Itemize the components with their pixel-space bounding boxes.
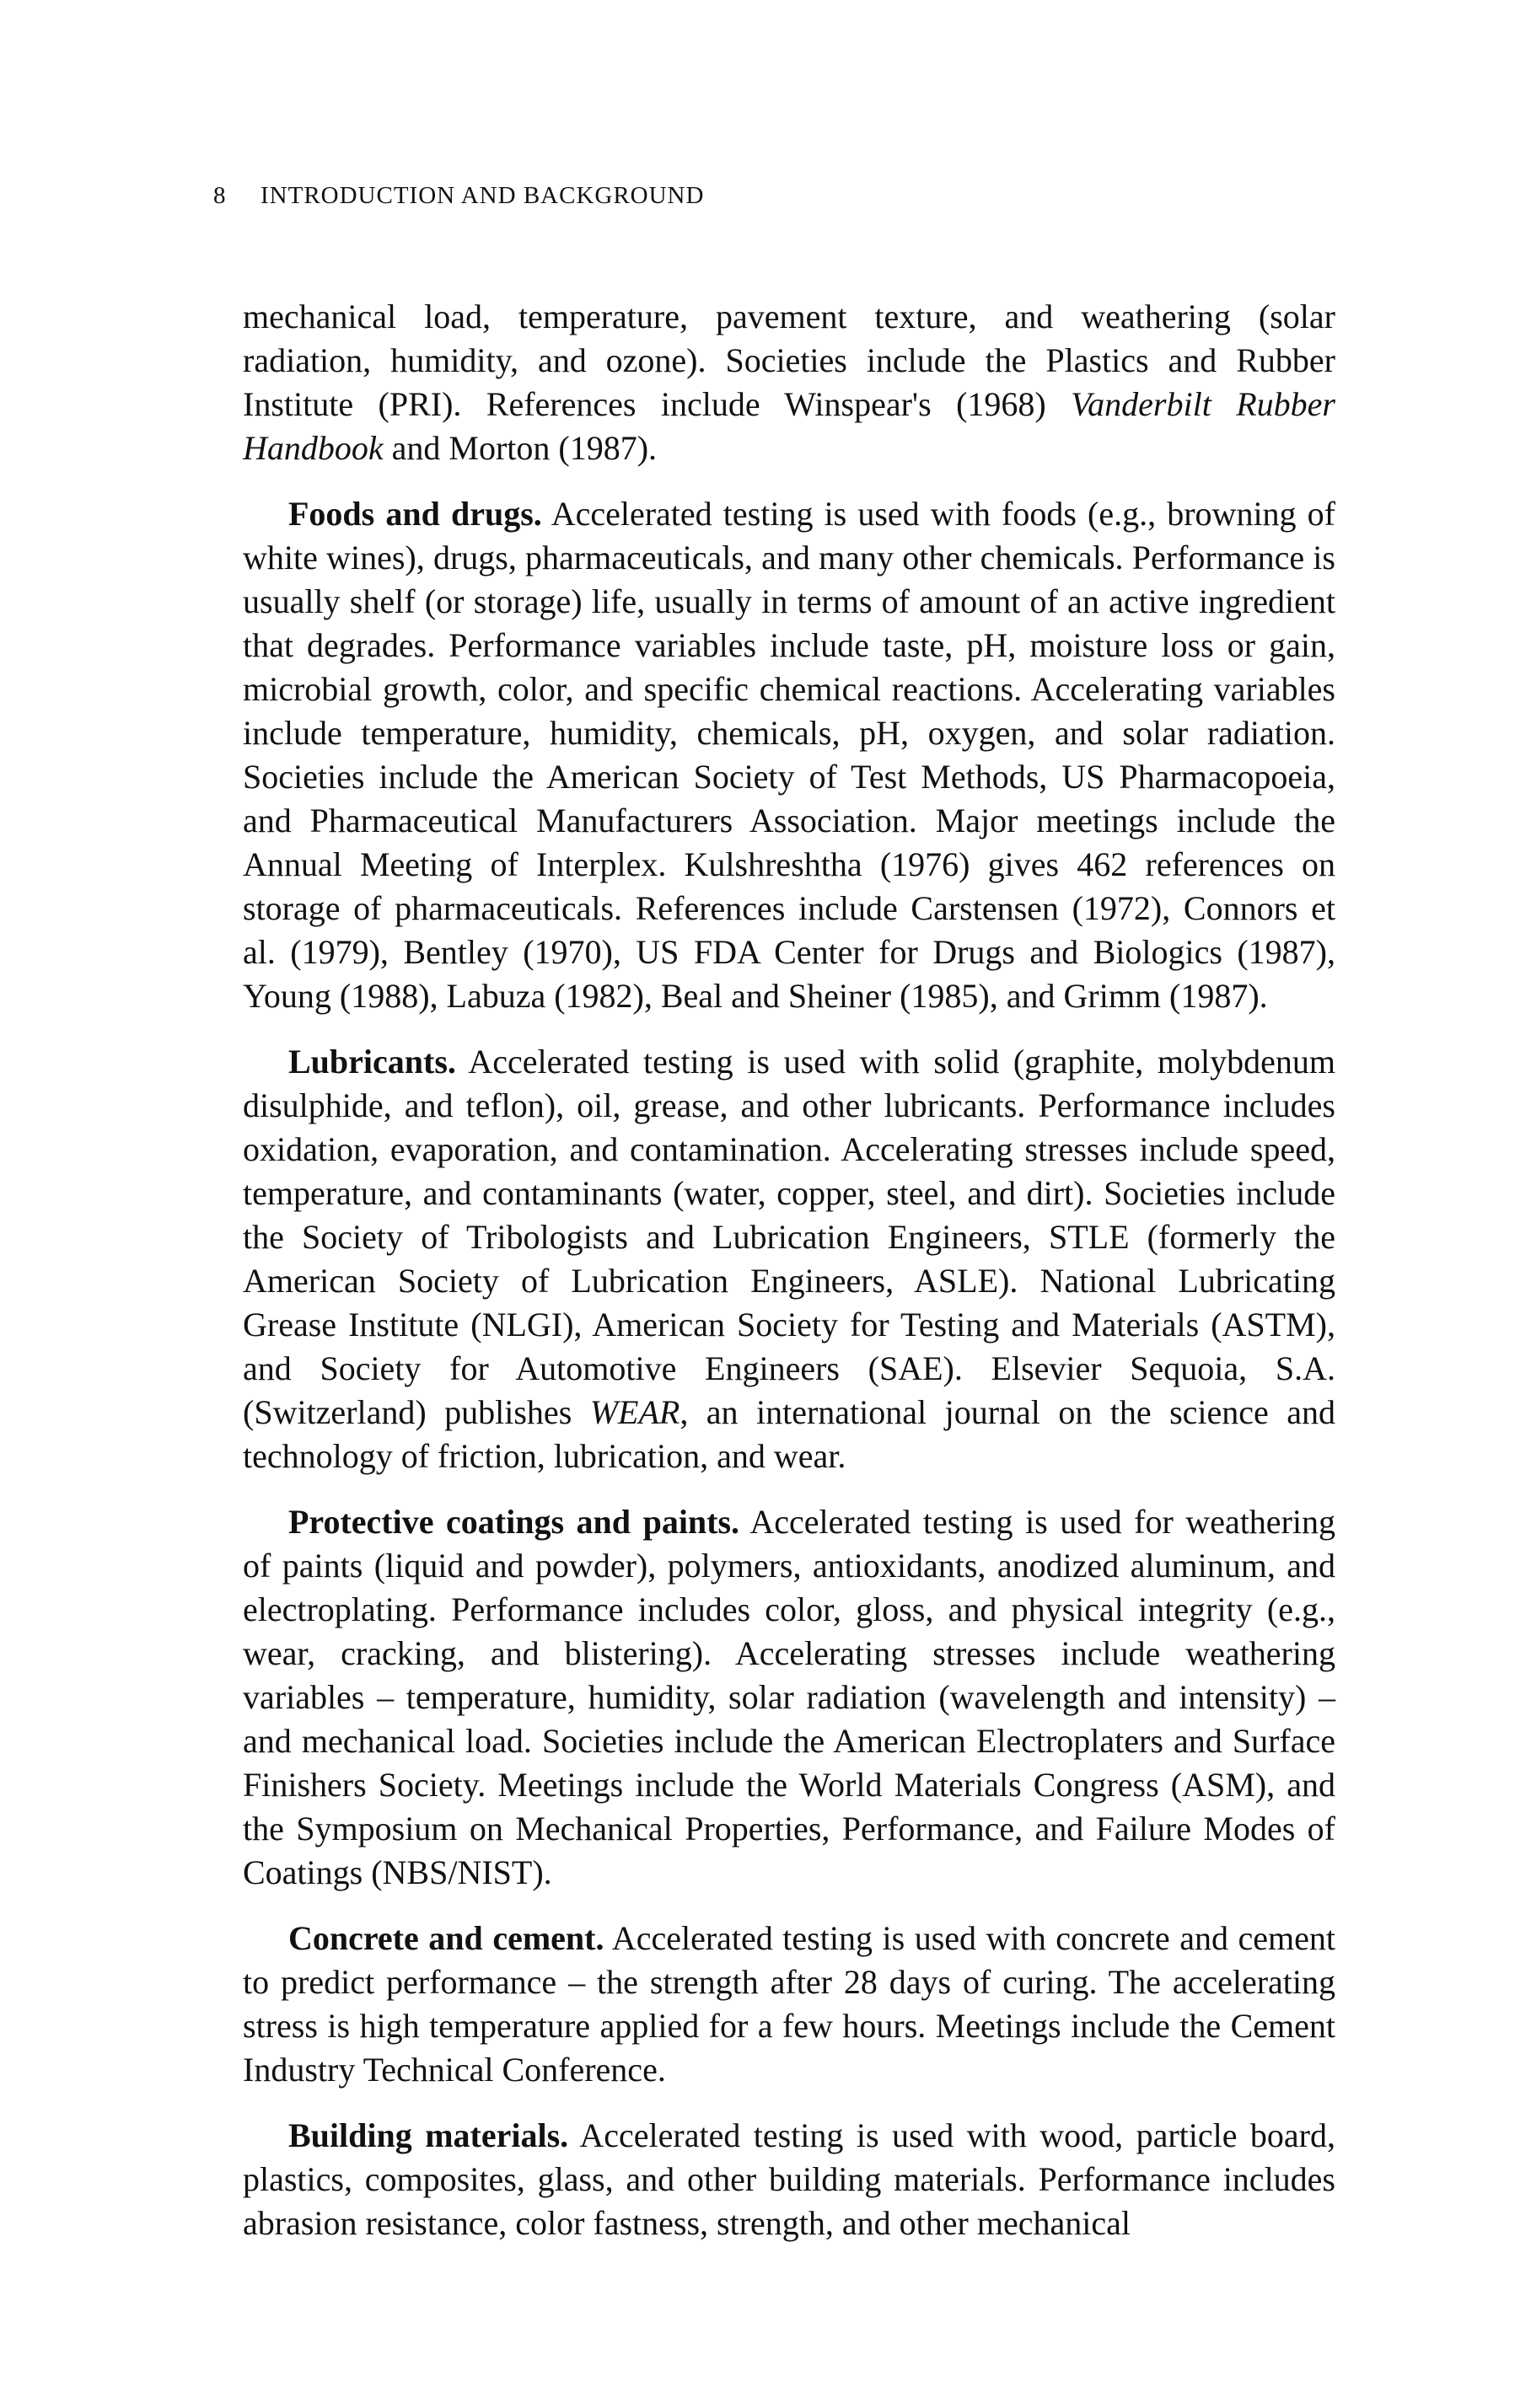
paragraph-heading: Concrete and cement.	[288, 1919, 604, 1957]
paragraph-heading: Building materials.	[288, 2116, 569, 2154]
paragraph-text: and Morton (1987).	[383, 429, 658, 467]
paragraph-heading: Foods and drugs.	[288, 495, 542, 533]
paragraph-heading: Protective coatings and paints.	[288, 1503, 740, 1541]
paragraph-text: , an international journal on the science and technology of friction, lubrication, and wear.	[243, 1393, 1335, 1475]
paragraph-text: Accelerated testing is used with concrete and cement to predict performance – the strength after 28 days of curing. The accelerating stress is high temperature applied for a few hours. Meetings include the Cement Industry Technical Conference.	[243, 1919, 1335, 2089]
running-head	[213, 184, 704, 208]
paragraph-heading: Lubricants.	[288, 1043, 456, 1081]
paragraph-building-materials	[243, 2114, 1335, 2245]
book-title: Vanderbilt Rubber Handbook	[243, 385, 1335, 467]
paragraph-text: mechanical load, temperature, pavement texture, and weathering (solar radiation, humidity, and ozone). Societies include the Plastics and Rubber Institute (PRI). References include Winspear's (1968)	[243, 298, 1335, 423]
paragraph-foods-and-drugs	[243, 492, 1335, 1018]
journal-title: WEAR	[589, 1393, 680, 1431]
page-number: 8	[213, 182, 227, 209]
paragraph-lubricants	[243, 1040, 1335, 1478]
paragraph-text: Accelerated testing is used for weathering of paints (liquid and powder), polymers, antioxidants, anodized aluminum, and electroplating. Performance includes color, gloss, and physical integrity (e.g., wear, cracking, and blistering). Accelerating stresses include weathering variables – temperature, humidity, solar radiation (wavelength and intensity) – and mechanical load. Societies include the American Electroplaters and Surface Finishers Society. Meetings include the World Materials Congress (ASM), and the Symposium on Mechanical Properties, Performance, and Failure Modes of Coatings (NBS/NIST).	[243, 1503, 1335, 1891]
paragraph-text: Accelerated testing is used with wood, particle board, plastics, composites, glass, and other building materials. Performance includes abrasion resistance, color fastness, strength, and other mechanical	[243, 2116, 1336, 2242]
paragraph-text: Accelerated testing is used with solid (graphite, molybdenum disulphide, and teflon), oil, grease, and other lubricants. Performance includes oxidation, evaporation, and contamination. Accelerating stresses include speed, temperature, and contaminants (water, copper, steel, and dirt). Societies include the Society of Tribologists and Lubrication Engineers, STLE (formerly the American Society of Lubrication Engineers, ASLE). National Lubricating Grease Institute (NLGI), American Society for Testing and Materials (ASTM), and Society for Automotive Engineers (SAE). Elsevier Sequoia, S.A. (Switzerland) publishes	[243, 1043, 1335, 1431]
paragraph-protective-coatings	[243, 1500, 1335, 1895]
paragraph-concrete-cement	[243, 1917, 1335, 2092]
paragraph-text: Accelerated testing is used with foods (e.g., browning of white wines), drugs, pharmaceuticals, and many other chemicals. Performance is usually shelf (or storage) life, usually in terms of amount of an active ingredient that degrades. Performance variables include taste, pH, moisture loss or gain, microbial growth, color, and specific chemical reactions. Accelerating variables include temperature, humidity, chemicals, pH, oxygen, and solar radiation. Societies include the American Society of Test Methods, US Pharmacopoeia, and Pharmaceutical Manufacturers Association. Major meetings include the Annual Meeting of Interplex. Kulshreshtha (1976) gives 462 references on storage of pharmaceuticals. References include Carstensen (1972), Connors et al. (1979), Bentley (1970), US FDA Center for Drugs and Biologics (1987), Young (1988), Labuza (1982), Beal and Sheiner (1985), and Grimm (1987).	[243, 495, 1335, 1015]
section-title: INTRODUCTION AND BACKGROUND	[261, 182, 705, 209]
paragraph-continued	[243, 295, 1335, 470]
body-text	[243, 295, 1335, 2245]
